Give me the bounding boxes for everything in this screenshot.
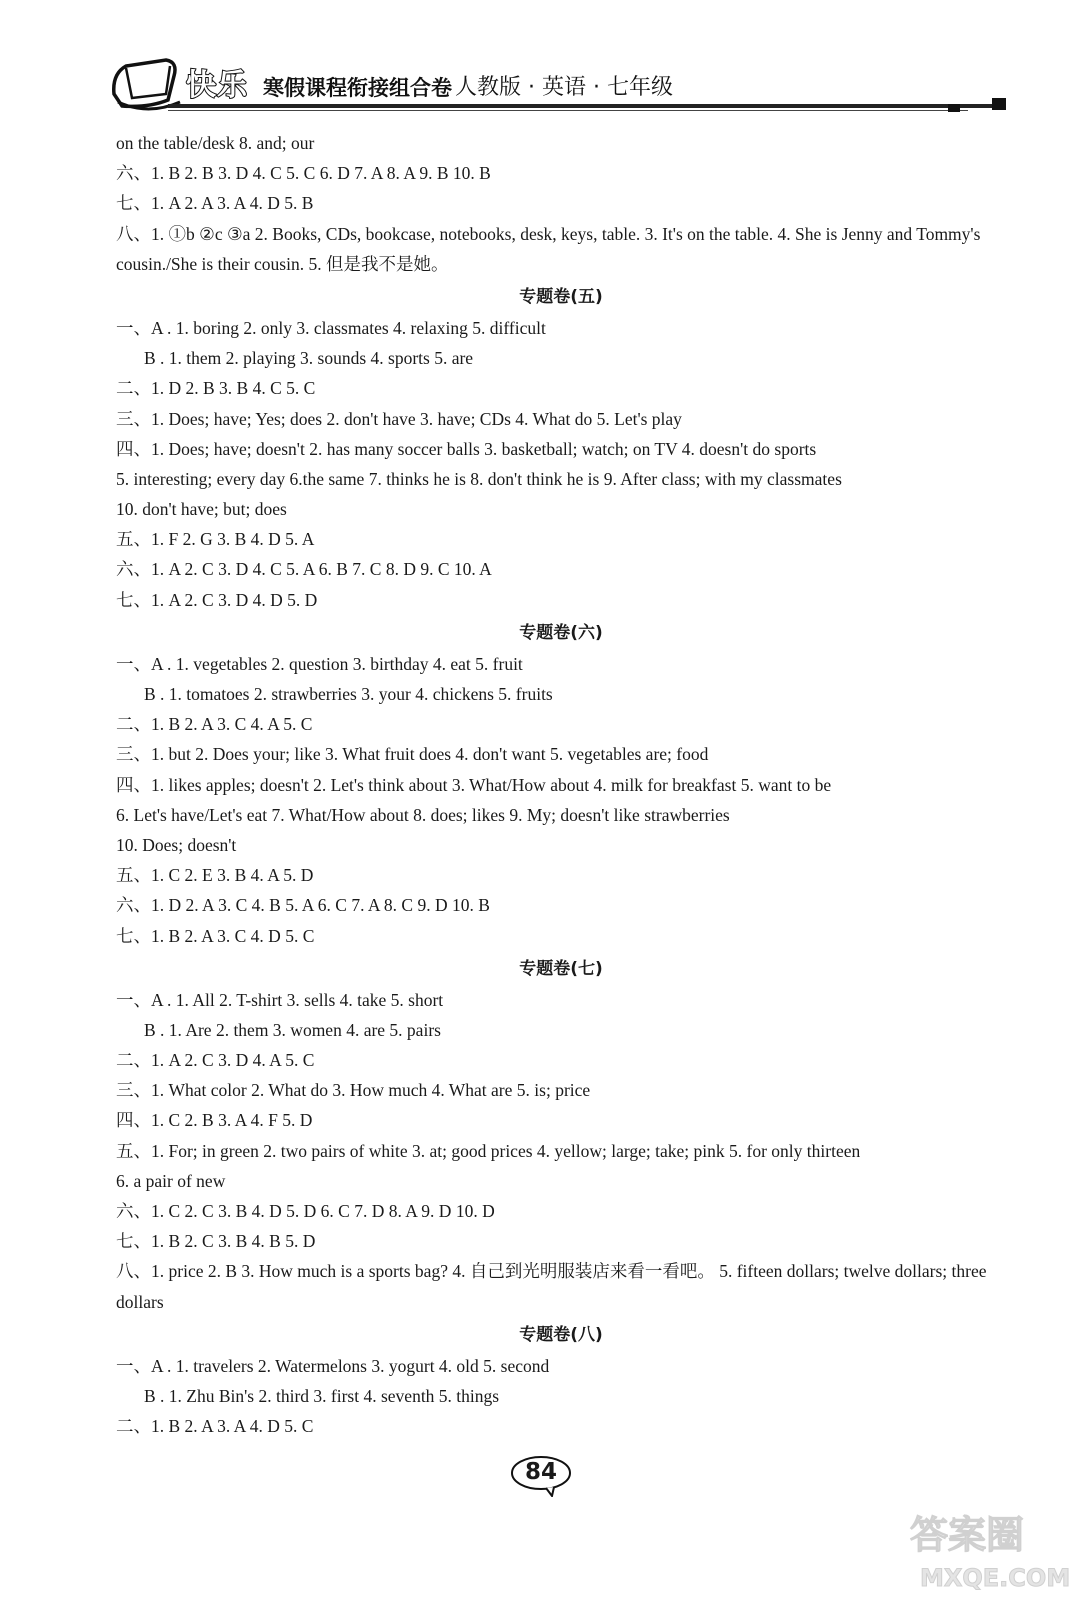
answer-line: 五、1. For; in green 2. two pairs of white 3. at; good prices 4. yellow; large; take; pink 5. for only thirteen (116, 1140, 861, 1161)
watermark-stamp-icon (900, 1498, 1070, 1593)
section-title: 专题卷(七) (519, 958, 603, 979)
answer-line: 二、1. A 2. C 3. D 4. A 5. C (116, 1050, 315, 1071)
answer-line: 10. Does; doesn't (116, 834, 237, 855)
answer-line: 六、1. B 2. B 3. D 4. C 5. C 6. D 7. A 8. A 9. B 10. B (116, 163, 491, 184)
answer-line: B . 1. Are 2. them 3. women 4. are 5. pairs (144, 1019, 441, 1040)
answer-line: 一、A . 1. vegetables 2. question 3. birthday 4. eat 5. fruit (116, 653, 523, 674)
answer-line: 四、1. C 2. B 3. A 4. F 5. D (116, 1110, 313, 1131)
answer-line: B . 1. them 2. playing 3. sounds 4. sports 5. are (144, 348, 474, 369)
answer-line: 五、1. F 2. G 3. B 4. D 5. A (116, 529, 315, 550)
answer-line: 二、1. B 2. A 3. A 4. D 5. C (116, 1416, 314, 1437)
answer-line: 五、1. C 2. E 3. B 4. A 5. D (116, 865, 314, 886)
answer-line: on the table/desk 8. and; our (116, 133, 315, 153)
answer-line: 一、A . 1. travelers 2. Watermelons 3. yogurt 4. old 5. second (116, 1355, 550, 1376)
watermark-logo (900, 1498, 1070, 1593)
section-title: 专题卷(八) (519, 1324, 603, 1345)
header-rule (168, 104, 1003, 108)
answer-line: 6. a pair of new (116, 1170, 226, 1191)
answer-line: 四、1. likes apples; doesn't 2. Let's think about 3. What/How about 4. milk for breakfast 5. want to be (116, 774, 832, 795)
answer-line: 一、A . 1. All 2. T-shirt 3. sells 4. take 5. short (116, 989, 444, 1010)
answer-line: 八、1. price 2. B 3. How much is a sports bag? 4. 自己到光明服装店来看一看吧。 5. fifteen dollars; twelve dollars; three dollars (116, 1261, 987, 1312)
section-title: 专题卷(六) (519, 622, 603, 643)
answer-line: 二、1. B 2. A 3. C 4. A 5. C (116, 714, 313, 735)
book-edition: 人教版 · 英语 · 七年级 (455, 75, 673, 100)
watermark-url: MXQE.COM (920, 1564, 1070, 1592)
answer-line: 10. don't have; but; does (116, 499, 287, 520)
header-ornament-icon (948, 98, 1008, 112)
answer-line: 八、1. ①b ②c ③a 2. Books, CDs, bookcase, notebooks, desk, keys, table. 3. It's on the table. 4. She is Jenny and Tommy's cousin./She is their cousin. 5. 但是我不是她。 (116, 223, 981, 274)
answer-line: 七、1. A 2. C 3. D 4. D 5. D (116, 589, 318, 610)
answer-line: 5. interesting; every day 6.the same 7. thinks he is 8. don't think he is 9. After class; with my classmates (116, 468, 842, 489)
answer-line: 三、1. What color 2. What do 3. How much 4. What are 5. is; price (116, 1080, 591, 1101)
header-rule-thin (168, 110, 968, 111)
brand-title: 快乐 (186, 68, 248, 103)
section-title: 专题卷(五) (519, 286, 603, 307)
answer-line: 三、1. Does; have; Yes; does 2. don't have 3. have; CDs 4. What do 5. Let's play (116, 408, 682, 429)
answer-line: 二、1. D 2. B 3. B 4. C 5. C (116, 378, 316, 399)
answer-line: 6. Let's have/Let's eat 7. What/How about 8. does; likes 9. My; doesn't like strawberries (116, 804, 730, 825)
answer-line: 一、A . 1. boring 2. only 3. classmates 4. relaxing 5. difficult (116, 317, 546, 338)
answer-line: 七、1. B 2. C 3. B 4. B 5. D (116, 1231, 316, 1252)
answer-content (116, 128, 1006, 1441)
answer-line: 四、1. Does; have; doesn't 2. has many soccer balls 3. basketball; watch; on TV 4. doesn't do sports (116, 438, 817, 459)
page-header (108, 48, 1003, 133)
answer-line: B . 1. Zhu Bin's 2. third 3. first 4. seventh 5. things (144, 1386, 500, 1406)
answer-line: 六、1. A 2. C 3. D 4. C 5. A 6. B 7. C 8. D 9. C 10. A (116, 559, 492, 580)
page-number-badge (510, 1455, 572, 1497)
answer-line: 七、1. A 2. A 3. A 4. D 5. B (116, 193, 314, 214)
watermark-text: 答案圈 (910, 1513, 1025, 1557)
page-number: 84 (524, 1459, 557, 1485)
answer-line: B . 1. tomatoes 2. strawberries 3. your 4. chickens 5. fruits (144, 684, 553, 705)
book-subtitle: 寒假课程衔接组合卷 (263, 76, 452, 100)
answer-line: 六、1. D 2. A 3. C 4. B 5. A 6. C 7. A 8. C 9. D 10. B (116, 895, 490, 916)
answer-line: 六、1. C 2. C 3. B 4. D 5. D 6. C 7. D 8. A 9. D 10. D (116, 1201, 495, 1222)
answer-line: 三、1. but 2. Does your; like 3. What fruit does 4. don't want 5. vegetables are; food (116, 744, 709, 765)
answer-line: 七、1. B 2. A 3. C 4. D 5. C (116, 925, 315, 946)
